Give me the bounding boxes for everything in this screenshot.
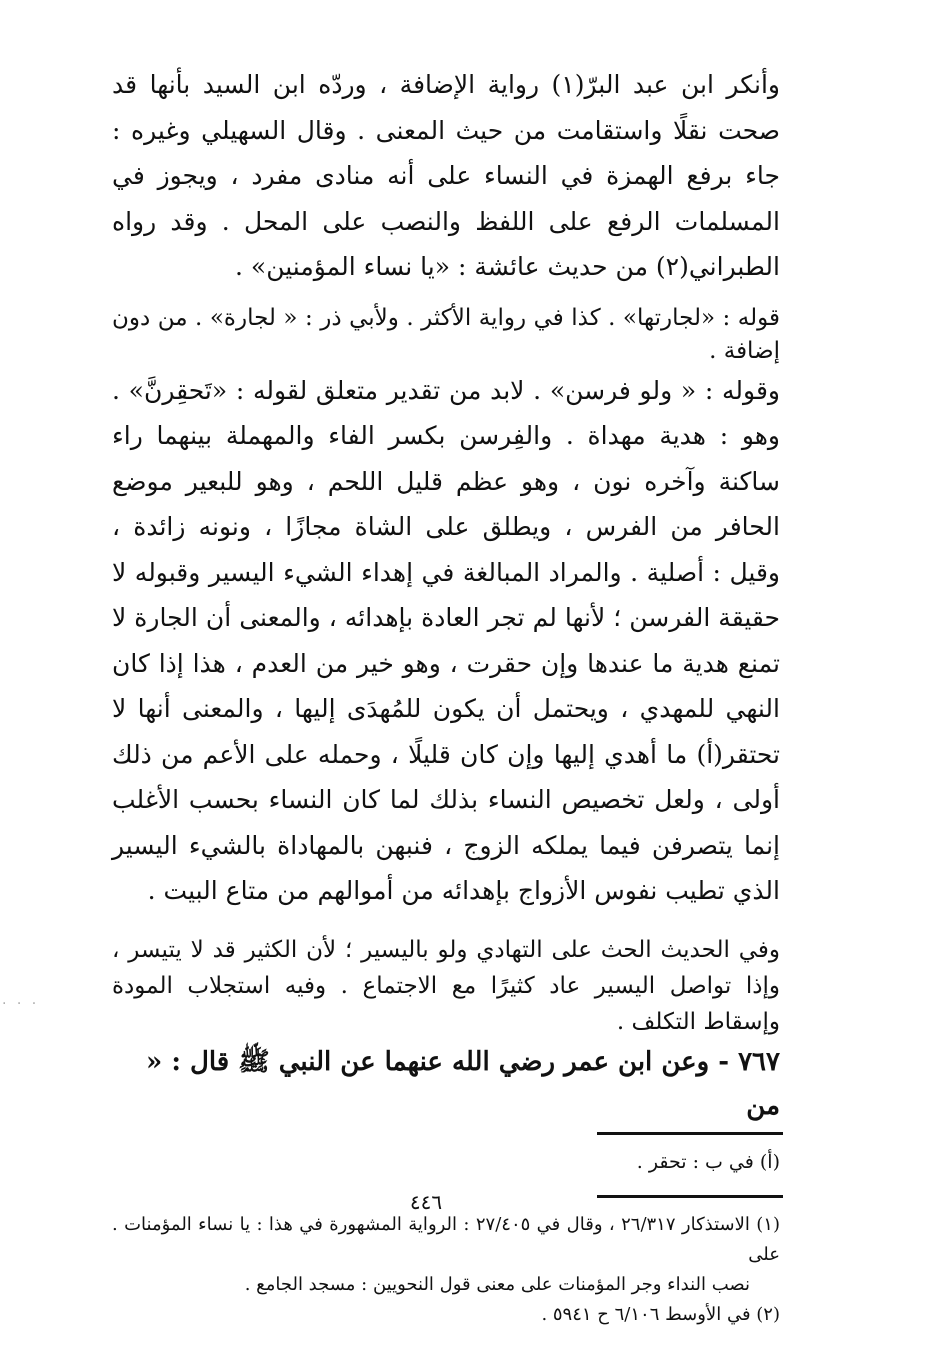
paragraph-2 bbox=[112, 302, 780, 914]
paragraph-3: وفي الحديث الحث على التهادي ولو باليسير ؛ لأن الكثير قد لا يتيسر ، وإذا تواصل اليسير عاد كثيرًا مع الاجتماع . وفيه استجلاب المودة وإسقاط التكلف . bbox=[112, 936, 780, 1035]
paragraph-1: وأنكر ابن عبد البرّ(١) رواية الإضافة ، وردّه ابن السيد بأنها قد صحت نقلًا واستقامت من حيث المعنى . وقال السهيلي وغيره : جاء برفع الهمزة في النساء على أنه منادى مفرد ، ويجوز في المسلمات الرفع على اللفظ والنصب على المحل . وقد رواه الطبراني(٢) من حديث عائشة : «يا نساء المؤمنين» . bbox=[112, 70, 780, 281]
footnote-divider-2 bbox=[597, 1195, 783, 1198]
paragraph-2-first-line: قوله : «لجارتها» . كذا في رواية الأكثر . ولأبي ذر : « لجارة» . من دون إضافة . bbox=[112, 304, 780, 364]
hadith-heading: ٧٦٧ - وعن ابن عمر رضي الله عنهما عن النبي ﷺ قال : « من bbox=[146, 1046, 780, 1121]
page-number: ٤٤٦ bbox=[409, 1190, 443, 1214]
paragraph-2-body: وقوله : « ولو فرسن» . لابد من تقدير متعلق لقوله : «تَحقِرنَّ» . وهو : هدية مهداة . والفِرسن بكسر الفاء والمهملة بينهما راء ساكنة وآخره نون ، وهو عظم قليل اللحم ، وهو للبعير موضع الحافر من الفرس ، ويطلق على الشاة مجازًا ، ونونه زائدة ، وقيل : أصلية . والمراد المبالغة في إهداء الشيء اليسير وقبوله لا حقيقة الفرسن ؛ لأنها لم تجر العادة بإهدائه ، والمعنى أن الجارة لا تمنع هدية ما عندها وإن حقرت ، وهو خير من العدم ، هذا إذا كان النهي للمهدي ، ويحتمل أن يكون للمُهدَى إليها ، والمعنى أنها لا تحتقر(أ) ما أهدي إليها وإن كان قليلًا ، وحمله على الأعم من ذلك أولى ، ولعل تخصيص النساء بذلك لما كان النساء بحسب الأغلب إنما يتصرفن فيما يملكه الزوج ، فنبهن بالمهاداة بالشيء اليسير الذي تطيب نفوس الأزواج بإهدائه من أموالهم من متاع البيت . bbox=[112, 375, 780, 905]
margin-mark: . . . bbox=[2, 992, 40, 1008]
footnote-1-line-1: (١) الاستذكار ٢٦/٣١٧ ، وقال في ٢٧/٤٠٥ : الرواية المشهورة في هذا : يا نساء المؤمنات . على bbox=[112, 1213, 780, 1265]
footnotes bbox=[112, 1210, 780, 1330]
variant-note: (أ) في ب : تحقر . bbox=[636, 1150, 780, 1173]
footnote-1-line-2: نصب النداء وجر المؤمنات على معنى قول النحويين : مسجد الجامع . bbox=[244, 1273, 750, 1295]
footnote-2: (٢) في الأوسط ٦/١٠٦ ح ٥٩٤١ . bbox=[541, 1303, 780, 1325]
footnote-divider-1 bbox=[597, 1132, 783, 1135]
page-body bbox=[112, 62, 780, 1325]
footnote-1 bbox=[112, 1210, 780, 1300]
